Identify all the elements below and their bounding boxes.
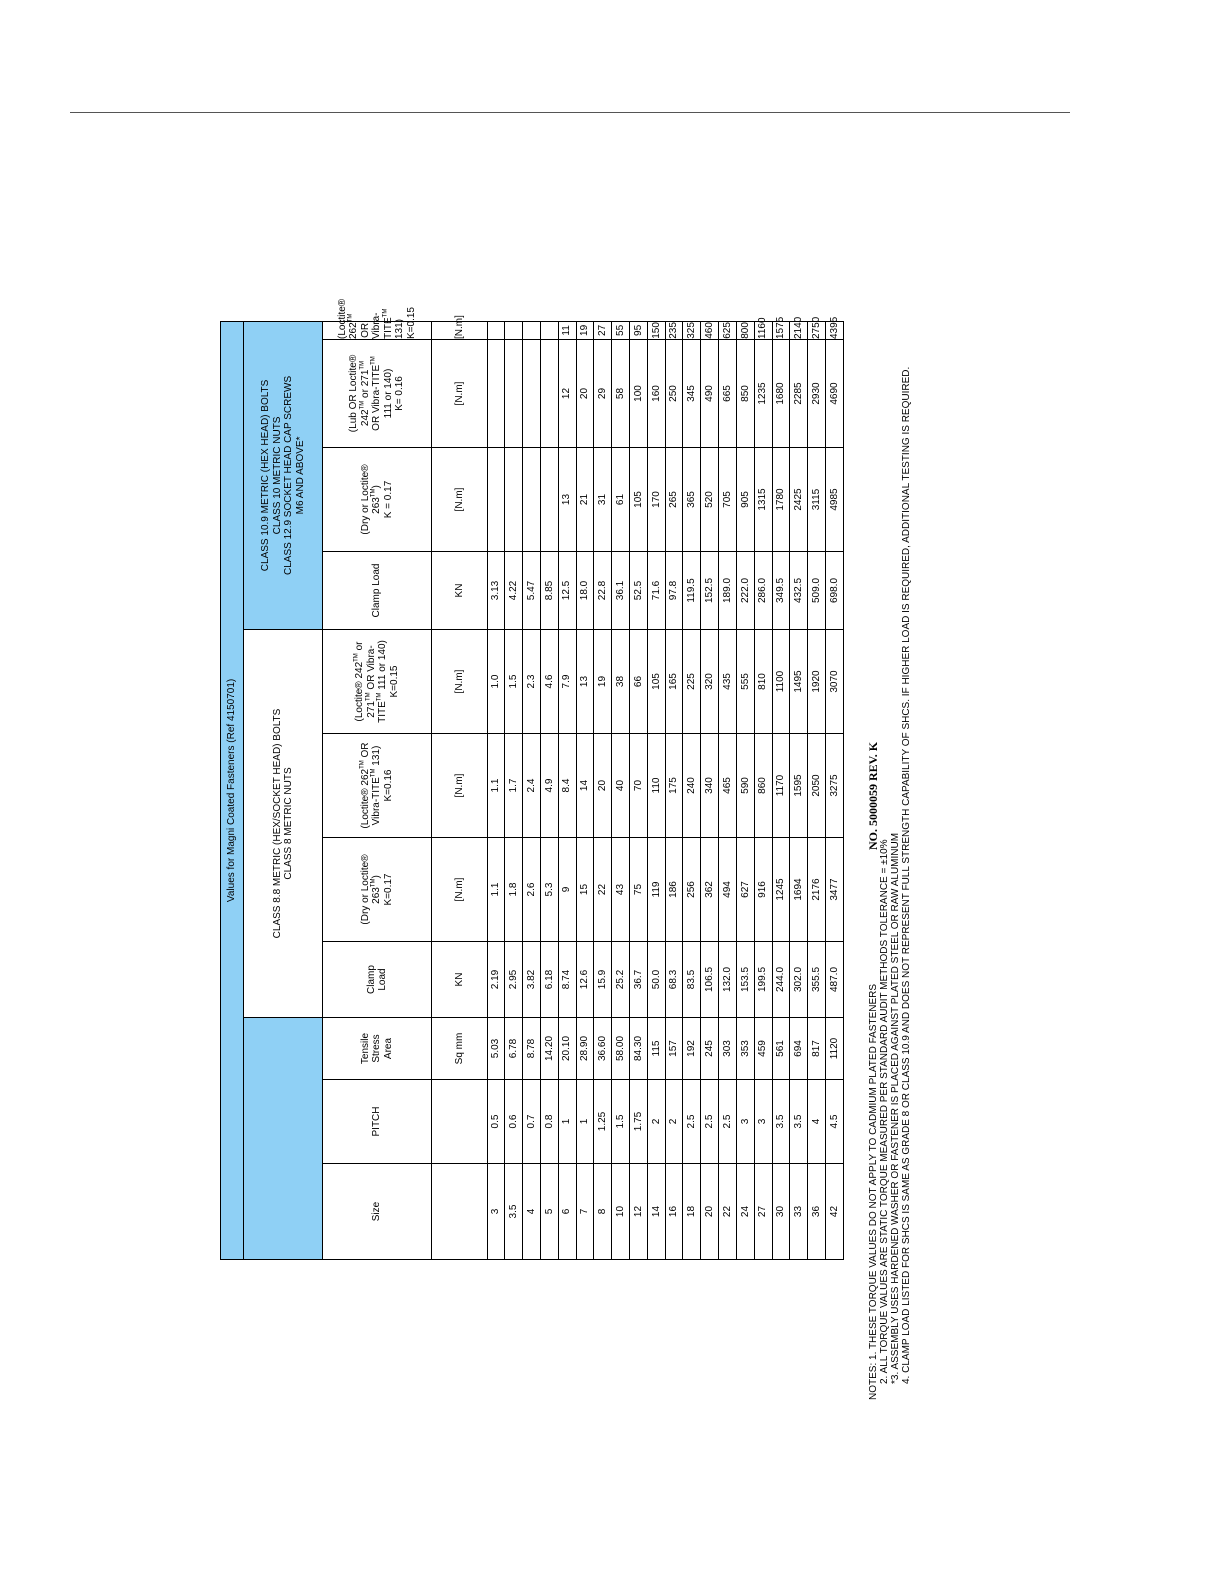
- table-cell: 14: [647, 1164, 665, 1260]
- table-cell: 590: [736, 734, 754, 838]
- table-cell: 22.8: [594, 552, 612, 630]
- table-cell: 1.1: [487, 734, 505, 838]
- table-cell: 3.5: [505, 1164, 523, 1260]
- table-cell: 33: [790, 1164, 808, 1260]
- table-cell: 2425: [790, 448, 808, 552]
- table-cell: 25.2: [612, 942, 630, 1018]
- group-class-8-8: CLASS 8.8 METRIC (HEX/SOCKET HEAD) BOLTS CLASS 8 METRIC NUTS: [244, 630, 323, 1018]
- col-clamp-load-8-8: Clamp Load: [323, 942, 432, 1018]
- table-cell: 42: [825, 1164, 843, 1260]
- table-cell: 38: [612, 630, 630, 734]
- table-cell: [505, 340, 523, 448]
- table-cell: 152.5: [701, 552, 719, 630]
- table-cell: 100: [630, 340, 648, 448]
- table-cell: 1160: [754, 321, 772, 339]
- table-cell: 256: [683, 838, 701, 942]
- table-row: [630, 321, 648, 1259]
- table-cell: 2.4: [523, 734, 541, 838]
- table-cell: 9: [558, 838, 576, 942]
- table-cell: 3477: [825, 838, 843, 942]
- table-cell: 1495: [790, 630, 808, 734]
- table-cell: 1.7: [505, 734, 523, 838]
- table-cell: 97.8: [665, 552, 683, 630]
- table-cell: 222.0: [736, 552, 754, 630]
- table-cell: 29: [594, 340, 612, 448]
- table-cell: 189.0: [719, 552, 737, 630]
- table-cell: 13: [576, 630, 594, 734]
- table-cell: 20: [576, 340, 594, 448]
- table-cell: 6.78: [505, 1018, 523, 1080]
- table-cell: 1694: [790, 838, 808, 942]
- table-cell: 12.6: [576, 942, 594, 1018]
- table-cell: 150: [647, 321, 665, 339]
- table-cell: 3.82: [523, 942, 541, 1018]
- table-cell: 494: [719, 838, 737, 942]
- table-cell: 1595: [790, 734, 808, 838]
- table-cell: 4.9: [540, 734, 558, 838]
- table-cell: 110: [647, 734, 665, 838]
- table-cell: 520: [701, 448, 719, 552]
- table-cell: 61: [612, 448, 630, 552]
- table-cell: [523, 321, 541, 339]
- table-row: [505, 321, 523, 1259]
- table-row: [612, 321, 630, 1259]
- units-row: [432, 321, 488, 1259]
- unit-cell: [432, 1080, 488, 1164]
- table-row: [576, 321, 594, 1259]
- col-8-8-262: (Loctite® 262™ OR Vibra-TITE™ 131) K=0.16: [323, 734, 432, 838]
- table-cell: 27: [594, 321, 612, 339]
- table-cell: 6: [558, 1164, 576, 1260]
- table-cell: 1100: [772, 630, 790, 734]
- table-row: [736, 321, 754, 1259]
- table-cell: 698.0: [825, 552, 843, 630]
- table-cell: [523, 340, 541, 448]
- table-row: [523, 321, 541, 1259]
- table-cell: 4.5: [825, 1080, 843, 1164]
- table-cell: 490: [701, 340, 719, 448]
- table-cell: 509.0: [808, 552, 826, 630]
- table-cell: 66: [630, 630, 648, 734]
- table-cell: 465: [719, 734, 737, 838]
- table-cell: 50.0: [647, 942, 665, 1018]
- table-cell: 170: [647, 448, 665, 552]
- table-cell: 1245: [772, 838, 790, 942]
- table-cell: 487.0: [825, 942, 843, 1018]
- table-cell: 1: [576, 1080, 594, 1164]
- table-cell: 105: [630, 448, 648, 552]
- table-cell: 2.19: [487, 942, 505, 1018]
- table-cell: 250: [665, 340, 683, 448]
- table-cell: 5.3: [540, 838, 558, 942]
- column-headers: [323, 321, 432, 1259]
- table-cell: 365: [683, 448, 701, 552]
- table-cell: 36.1: [612, 552, 630, 630]
- table-cell: 860: [754, 734, 772, 838]
- unit-cell: [N.m]: [432, 448, 488, 552]
- table-cell: 3.13: [487, 552, 505, 630]
- table-cell: 105: [647, 630, 665, 734]
- table-cell: 75: [630, 838, 648, 942]
- table-cell: 665: [719, 340, 737, 448]
- table-row: [772, 321, 790, 1259]
- table-cell: 1575: [772, 321, 790, 339]
- table-cell: 3: [736, 1080, 754, 1164]
- table-cell: 5.47: [523, 552, 541, 630]
- table-cell: 70: [630, 734, 648, 838]
- torque-table-rotated: [220, 298, 844, 1260]
- table-cell: 850: [736, 340, 754, 448]
- table-cell: [487, 340, 505, 448]
- col-8-8-dry: (Dry or Loctite® 263™) K=0.17: [323, 838, 432, 942]
- table-cell: 340: [701, 734, 719, 838]
- table-cell: 302.0: [790, 942, 808, 1018]
- table-cell: [487, 321, 505, 339]
- unit-cell: [N.m]: [432, 340, 488, 448]
- table-row: [647, 321, 665, 1259]
- col-8-8-242: (Loctite® 242™ or 271™ OR Vibra- TITE™ 111 or 140) K=0.15: [323, 630, 432, 734]
- table-cell: 555: [736, 630, 754, 734]
- col-10-9-lub: (Lub OR Loctite® 242™ or 271™ OR Vibra-TITE™ 111 or 140) K= 0.16: [323, 340, 432, 448]
- table-row: [754, 321, 772, 1259]
- table-cell: 68.3: [665, 942, 683, 1018]
- table-cell: 245: [701, 1018, 719, 1080]
- unit-cell: [N.m]: [432, 321, 488, 339]
- table-cell: 810: [754, 630, 772, 734]
- table-cell: 1.0: [487, 630, 505, 734]
- table-cell: 235: [665, 321, 683, 339]
- unit-cell: KN: [432, 552, 488, 630]
- table-cell: 353: [736, 1018, 754, 1080]
- table-cell: 435: [719, 630, 737, 734]
- table-cell: 817: [808, 1018, 826, 1080]
- table-cell: 8: [594, 1164, 612, 1260]
- table-cell: 30: [772, 1164, 790, 1260]
- table-cell: 1.8: [505, 838, 523, 942]
- table-cell: 694: [790, 1018, 808, 1080]
- table-cell: 16: [665, 1164, 683, 1260]
- table-cell: 58: [612, 340, 630, 448]
- document-number: NO. 5000059 REV. K: [866, 741, 880, 850]
- table-row: [701, 321, 719, 1259]
- table-cell: 1920: [808, 630, 826, 734]
- table-cell: 12: [558, 340, 576, 448]
- table-row: [808, 321, 826, 1259]
- table-cell: 4.6: [540, 630, 558, 734]
- torque-table: [220, 298, 844, 1260]
- table-cell: 362: [701, 838, 719, 942]
- table-cell: 2176: [808, 838, 826, 942]
- table-cell: 2750: [808, 321, 826, 339]
- table-cell: 916: [754, 838, 772, 942]
- table-cell: 561: [772, 1018, 790, 1080]
- table-cell: 265: [665, 448, 683, 552]
- table-cell: 325: [683, 321, 701, 339]
- table-cell: 349.5: [772, 552, 790, 630]
- table-cell: 2.3: [523, 630, 541, 734]
- table-cell: 0.8: [540, 1080, 558, 1164]
- table-cell: 2: [665, 1080, 683, 1164]
- table-cell: 14.20: [540, 1018, 558, 1080]
- table-cell: 84.30: [630, 1018, 648, 1080]
- table-cell: 22: [594, 838, 612, 942]
- table-cell: 20: [594, 734, 612, 838]
- table-cell: 4690: [825, 340, 843, 448]
- table-cell: 13: [558, 448, 576, 552]
- note-2: 2. ALL TORQUE VALUES ARE STATIC TORQUE MEASURED PER STANDARD AUDIT METHODS TOLERANCE = ±10%: [879, 839, 890, 1384]
- table-cell: 0.7: [523, 1080, 541, 1164]
- table-cell: 625: [719, 321, 737, 339]
- table-cell: 905: [736, 448, 754, 552]
- table-cell: 2.6: [523, 838, 541, 942]
- note-1: NOTES: 1. THESE TORQUE VALUES DO NOT APPLY TO CADMIUM PLATED FASTENERS: [868, 983, 879, 1400]
- table-cell: 157: [665, 1018, 683, 1080]
- table-cell: 175: [665, 734, 683, 838]
- table-cell: [540, 321, 558, 339]
- header-rule: [70, 112, 1070, 113]
- table-cell: 18: [683, 1164, 701, 1260]
- table-row: [665, 321, 683, 1259]
- table-row: [540, 321, 558, 1259]
- table-cell: 8.78: [523, 1018, 541, 1080]
- table-cell: [487, 448, 505, 552]
- table-cell: 2930: [808, 340, 826, 448]
- table-cell: 83.5: [683, 942, 701, 1018]
- col-10-9-dry: (Dry or Loctite® 263™) K = 0.17: [323, 448, 432, 552]
- table-cell: 432.5: [790, 552, 808, 630]
- table-cell: 2.95: [505, 942, 523, 1018]
- table-cell: 3.5: [772, 1080, 790, 1164]
- table-cell: 5: [540, 1164, 558, 1260]
- table-cell: 225: [683, 630, 701, 734]
- table-row: [487, 321, 505, 1259]
- unit-cell: [N.m]: [432, 838, 488, 942]
- table-cell: 19: [576, 321, 594, 339]
- table-cell: 2285: [790, 340, 808, 448]
- table-cell: 459: [754, 1018, 772, 1080]
- table-cell: 3: [754, 1080, 772, 1164]
- col-pitch: PITCH: [323, 1080, 432, 1164]
- table-cell: 8.74: [558, 942, 576, 1018]
- table-cell: 27: [754, 1164, 772, 1260]
- table-cell: 1.5: [612, 1080, 630, 1164]
- unit-cell: [N.m]: [432, 630, 488, 734]
- table-cell: 71.6: [647, 552, 665, 630]
- table-cell: 106.5: [701, 942, 719, 1018]
- table-body: [432, 315, 844, 1259]
- table-cell: [523, 448, 541, 552]
- table-cell: 800: [736, 321, 754, 339]
- col-10-9-262: (Loctite® 262™ OR Vibra-TITE™ 131) K=0.15: [323, 321, 432, 339]
- table-cell: 1.1: [487, 838, 505, 942]
- table-cell: [540, 340, 558, 448]
- table-cell: 2.5: [683, 1080, 701, 1164]
- table-cell: 132.0: [719, 942, 737, 1018]
- table-cell: 95: [630, 321, 648, 339]
- table-cell: 36.60: [594, 1018, 612, 1080]
- table-cell: 5.03: [487, 1018, 505, 1080]
- table-row: [558, 321, 576, 1259]
- unit-cell: [N.m]: [432, 734, 488, 838]
- table-cell: 4395: [825, 321, 843, 339]
- table-cell: 320: [701, 630, 719, 734]
- table-row: [719, 321, 737, 1259]
- table-cell: 3: [487, 1164, 505, 1260]
- note-3: *3. ASSEMBLY USES HARDENED WASHER OR FASTENER IS PLACED AGAINST PLATED STEEL OR RAW ALUMINUM: [890, 832, 901, 1384]
- unit-cell: [432, 1164, 488, 1260]
- table-cell: 4.22: [505, 552, 523, 630]
- table-cell: 8.85: [540, 552, 558, 630]
- table-cell: 119.5: [683, 552, 701, 630]
- table-cell: 1315: [754, 448, 772, 552]
- table-cell: 43: [612, 838, 630, 942]
- table-cell: 1.75: [630, 1080, 648, 1164]
- table-cell: 460: [701, 321, 719, 339]
- table-cell: 11: [558, 321, 576, 339]
- table-row: [594, 321, 612, 1259]
- table-cell: 186: [665, 838, 683, 942]
- table-cell: 244.0: [772, 942, 790, 1018]
- table-cell: 20: [701, 1164, 719, 1260]
- table-cell: 7: [576, 1164, 594, 1260]
- table-cell: 7.9: [558, 630, 576, 734]
- table-cell: 119: [647, 838, 665, 942]
- table-cell: 3.5: [790, 1080, 808, 1164]
- table-cell: 1: [558, 1080, 576, 1164]
- table-cell: 1120: [825, 1018, 843, 1080]
- table-cell: 1780: [772, 448, 790, 552]
- table-row: [790, 321, 808, 1259]
- table-cell: 18.0: [576, 552, 594, 630]
- table-cell: [540, 448, 558, 552]
- table-cell: 0.6: [505, 1080, 523, 1164]
- table-cell: 160: [647, 340, 665, 448]
- table-cell: 28.90: [576, 1018, 594, 1080]
- table-cell: 3275: [825, 734, 843, 838]
- table-cell: 2.5: [701, 1080, 719, 1164]
- col-clamp-load-10-9: Clamp Load: [323, 552, 432, 630]
- table-cell: 40: [612, 734, 630, 838]
- table-cell: 165: [665, 630, 683, 734]
- table-cell: [505, 448, 523, 552]
- table-cell: 192: [683, 1018, 701, 1080]
- table-cell: 3070: [825, 630, 843, 734]
- table-cell: 55: [612, 321, 630, 339]
- table-cell: 36.7: [630, 942, 648, 1018]
- table-cell: 199.5: [754, 942, 772, 1018]
- table-cell: 20.10: [558, 1018, 576, 1080]
- table-cell: 58.00: [612, 1018, 630, 1080]
- table-cell: 1.25: [594, 1080, 612, 1164]
- table-cell: 355.5: [808, 942, 826, 1018]
- table-cell: 22: [719, 1164, 737, 1260]
- table-title: Values for Magni Coated Fasteners (Ref 4150701): [221, 321, 244, 1259]
- table-cell: 12.5: [558, 552, 576, 630]
- table-cell: 2: [647, 1080, 665, 1164]
- table-cell: [505, 321, 523, 339]
- table-cell: 12: [630, 1164, 648, 1260]
- note-4: 4. CLAMP LOAD LISTED FOR SHCS IS SAME AS GRADE 8 OR CLASS 10.9 AND DOES NOT REPRESENT FULL STRENGTH CAPABILITY OF SHCS. IF HIGHER LOAD IS REQUIRED, ADDITIONAL TESTING IS REQUIRED.: [901, 366, 912, 1384]
- table-cell: 345: [683, 340, 701, 448]
- table-cell: 1.5: [505, 630, 523, 734]
- group-class-10-9: CLASS 10.9 METRIC (HEX HEAD) BOLTS CLASS 10 METRIC NUTS CLASS 12.9 SOCKET HEAD CAP SCREWS M6 AND ABOVE*: [244, 321, 323, 629]
- table-cell: 627: [736, 838, 754, 942]
- table-cell: 36: [808, 1164, 826, 1260]
- table-cell: 15.9: [594, 942, 612, 1018]
- table-cell: 153.5: [736, 942, 754, 1018]
- unit-cell: Sq mm: [432, 1018, 488, 1080]
- table-cell: 0.5: [487, 1080, 505, 1164]
- table-cell: 19: [594, 630, 612, 734]
- table-cell: 3115: [808, 448, 826, 552]
- col-size: Size: [323, 1164, 432, 1260]
- table-cell: 14: [576, 734, 594, 838]
- table-cell: 8.4: [558, 734, 576, 838]
- table-cell: 1680: [772, 340, 790, 448]
- table-cell: 1235: [754, 340, 772, 448]
- table-cell: 6.18: [540, 942, 558, 1018]
- table-cell: 21: [576, 448, 594, 552]
- table-cell: 52.5: [630, 552, 648, 630]
- table-cell: 240: [683, 734, 701, 838]
- table-cell: 15: [576, 838, 594, 942]
- table-cell: 1170: [772, 734, 790, 838]
- table-row: [825, 321, 843, 1259]
- col-tensile: Tensile Stress Area: [323, 1018, 432, 1080]
- table-cell: 31: [594, 448, 612, 552]
- table-cell: 303: [719, 1018, 737, 1080]
- unit-cell: KN: [432, 942, 488, 1018]
- table-cell: 2050: [808, 734, 826, 838]
- table-cell: 24: [736, 1164, 754, 1260]
- table-cell: 10: [612, 1164, 630, 1260]
- table-cell: 286.0: [754, 552, 772, 630]
- table-cell: 705: [719, 448, 737, 552]
- spacer-left: [244, 1018, 323, 1260]
- table-cell: 2.5: [719, 1080, 737, 1164]
- table-cell: 2140: [790, 321, 808, 339]
- table-cell: 115: [647, 1018, 665, 1080]
- table-cell: 4: [523, 1164, 541, 1260]
- table-row: [683, 321, 701, 1259]
- table-cell: 4: [808, 1080, 826, 1164]
- table-cell: 4985: [825, 448, 843, 552]
